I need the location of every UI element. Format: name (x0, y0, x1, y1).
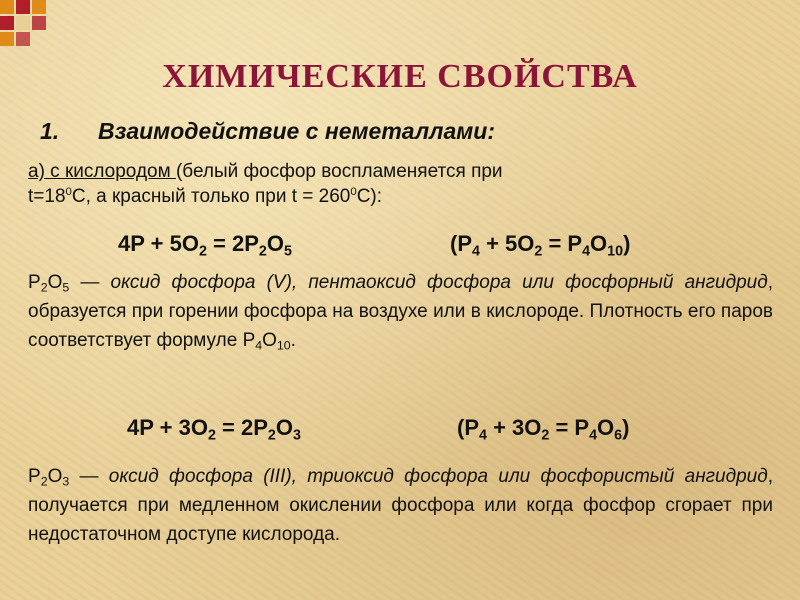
formula-sub: 5 (62, 280, 70, 295)
eq-part: = 2P (215, 415, 268, 440)
eq-sub: 4 (472, 243, 480, 260)
formula-sub: 10 (276, 338, 291, 353)
eq-sub: 2 (207, 427, 216, 444)
eq-part: O (597, 415, 615, 440)
eq-part: 4P + 5O (118, 231, 199, 256)
eq-part: = P (542, 231, 583, 256)
eq-sub: 2 (534, 243, 543, 260)
p2o5-names: оксид фосфора (V), пентаоксид фосфора или фосфорный ангидрид (110, 272, 768, 293)
section-heading-text: Взаимодействие с неметаллами: (98, 118, 495, 144)
eq-part: = 2P (206, 231, 259, 256)
decorative-squares-icon (0, 0, 60, 50)
equation-1-left (118, 231, 292, 260)
eq-part: ) (623, 231, 631, 256)
oxygen-text-line2c: С, а красный только при t = 260 (71, 186, 351, 207)
eq-sub: 3 (292, 427, 301, 444)
formula-part: O (47, 272, 63, 293)
dash: — (69, 466, 109, 487)
eq-part: + 3O (486, 415, 542, 440)
eq-sub: 2 (267, 427, 276, 444)
formula-part: O (47, 466, 63, 487)
section-heading (40, 118, 495, 145)
formula-sub: 4 (255, 338, 263, 353)
degree-sup: 0 (350, 186, 357, 199)
equation-2-left (127, 415, 301, 444)
eq-sub: 4 (582, 243, 591, 260)
eq-part: 4P + 3O (127, 415, 208, 440)
eq-sub: 6 (614, 427, 623, 444)
eq-sub: 2 (541, 427, 550, 444)
p2o5-text: , образуется при горении фосфора на воздухе или в кислороде. Плотность его паров соответствует формуле P (28, 272, 773, 351)
eq-sub: 2 (198, 243, 207, 260)
equation-2-right (457, 415, 630, 444)
oxygen-text-line1: (белый фосфор воспламеняется при (175, 161, 503, 182)
p2o3-names: оксид фосфора (III), триоксид фосфора или фосфористый ангидрид (108, 466, 768, 487)
formula-part: P (28, 272, 41, 293)
formula-sub: 2 (40, 280, 48, 295)
oxygen-text-line2a: t=18 (28, 186, 66, 207)
oxygen-text-line2e: С): (356, 186, 383, 207)
p2o3-text: , получается при медленном окислении фосфора или когда фосфор сгорает при недостаточном доступе кислорода. (28, 466, 774, 545)
eq-sub: 2 (258, 243, 267, 260)
eq-part: (P (450, 231, 472, 256)
eq-part: O (590, 231, 608, 256)
eq-part: (P (457, 415, 479, 440)
section-number: 1. (40, 118, 60, 144)
formula-sub: 3 (62, 474, 70, 489)
degree-sup: 0 (65, 186, 72, 199)
eq-part: = P (549, 415, 590, 440)
eq-part: O (266, 231, 284, 256)
eq-sub: 4 (589, 427, 598, 444)
oxygen-prefix: а) с кислородом (28, 161, 176, 182)
slide-title: ХИМИЧЕСКИЕ СВОЙСТВА (162, 58, 638, 95)
formula-part: O (262, 330, 277, 351)
eq-part: O (275, 415, 293, 440)
formula-sub: 2 (40, 474, 48, 489)
formula-part: P (28, 466, 41, 487)
p2o3-paragraph (28, 462, 773, 549)
eq-sub: 5 (283, 243, 292, 260)
eq-sub: 4 (479, 427, 487, 444)
p2o5-paragraph (28, 268, 773, 355)
eq-part: ) (622, 415, 630, 440)
equation-1-right (450, 231, 631, 260)
period: . (290, 330, 296, 351)
dash: — (69, 272, 111, 293)
eq-part: + 5O (479, 231, 535, 256)
eq-sub: 10 (607, 243, 624, 260)
oxygen-paragraph (28, 159, 708, 209)
